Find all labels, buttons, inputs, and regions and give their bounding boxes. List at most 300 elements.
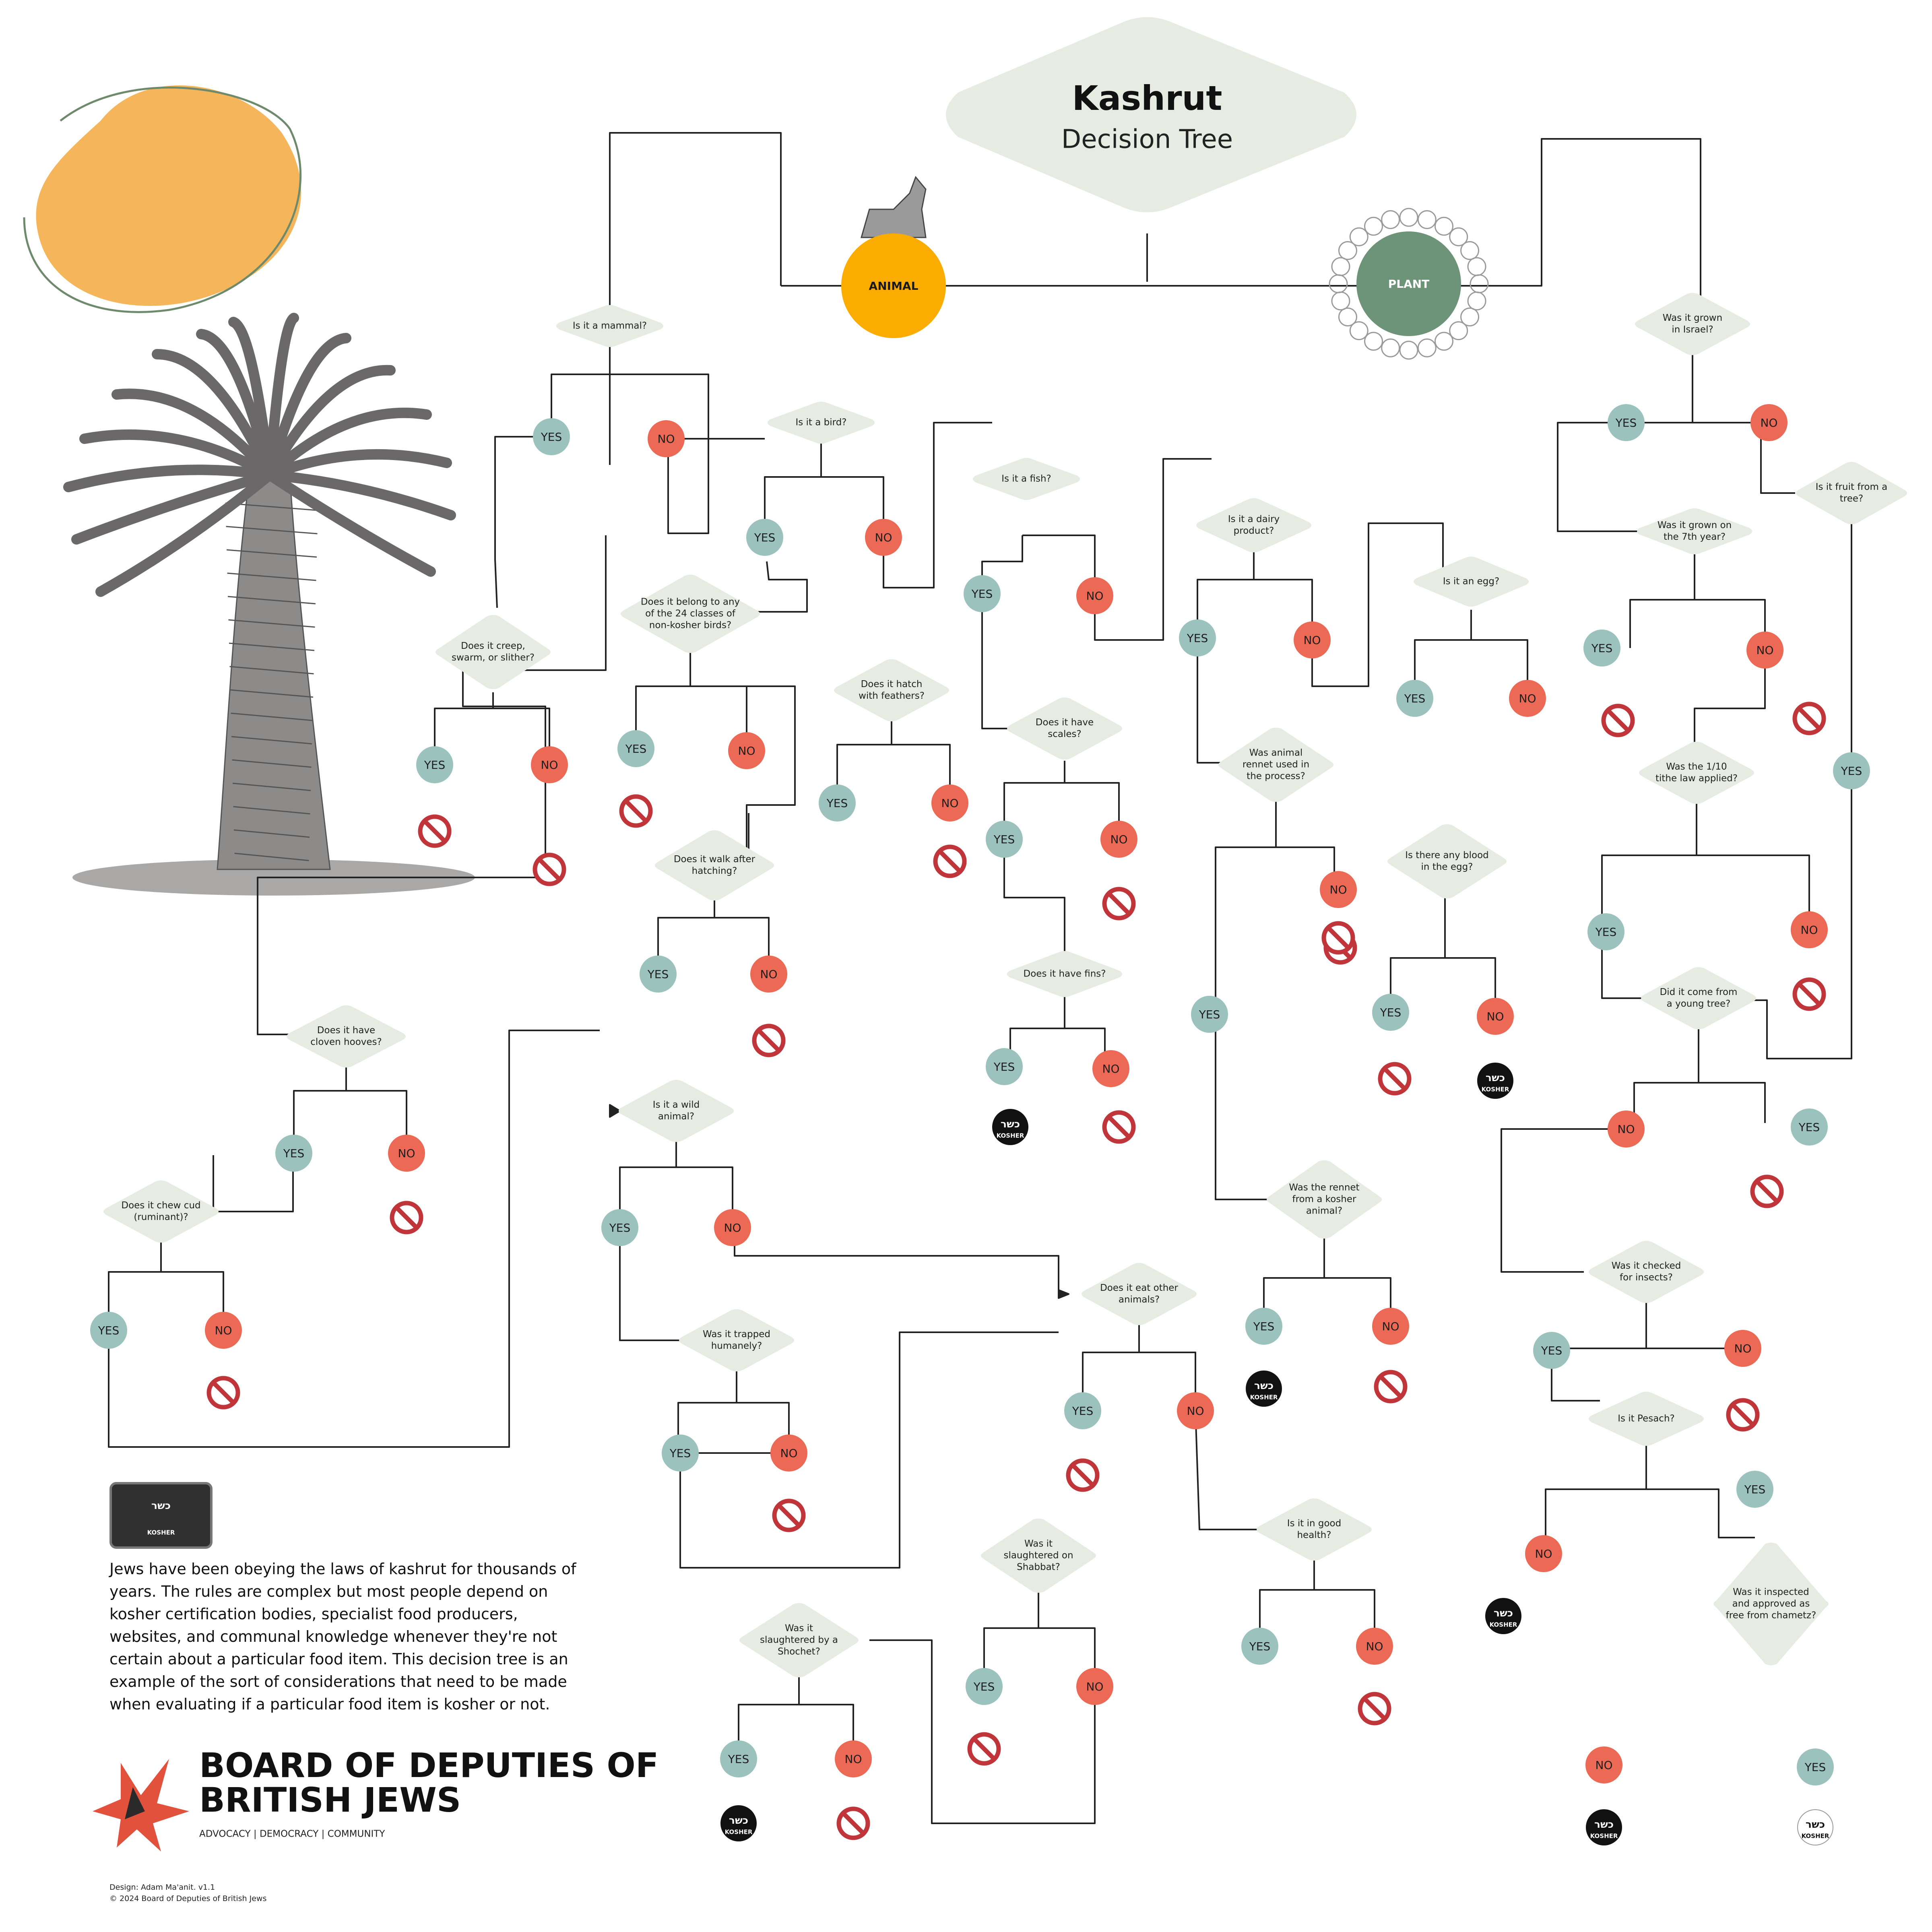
- floral-wreath-shape: [1332, 292, 1350, 310]
- description-line: Jews have been obeying the laws of kashrut for thousands of: [109, 1560, 576, 1578]
- answer-label: NO: [1102, 1062, 1120, 1075]
- answer-label: YES: [98, 1324, 120, 1337]
- answer-label: NO: [1382, 1320, 1399, 1333]
- kosher-badge-latin: KOSHER: [1250, 1393, 1278, 1401]
- floral-wreath-shape: [1461, 242, 1479, 260]
- answer-label: NO: [398, 1147, 415, 1160]
- question-label: animal?: [1306, 1205, 1343, 1216]
- floral-wreath-shape: [1339, 308, 1356, 326]
- animal-root-node: [841, 233, 946, 338]
- question-label: Is it fruit from a: [1815, 482, 1888, 492]
- kosher-badge-latin: KOSHER: [1489, 1621, 1517, 1629]
- credits: [109, 1882, 266, 1904]
- yes-node: [1736, 1471, 1773, 1508]
- question-label: Was the 1/10: [1666, 762, 1727, 772]
- question-label: slaughtered by a: [760, 1635, 838, 1645]
- answer-label: YES: [1187, 632, 1208, 645]
- yes-node: [601, 1209, 638, 1246]
- question-label: Shabbat?: [1017, 1562, 1060, 1573]
- q-hatch-feathers: [834, 659, 949, 721]
- diamond-shape: [1796, 462, 1907, 524]
- answer-label: YES: [1253, 1320, 1275, 1333]
- yes-node: [746, 519, 783, 556]
- answer-label: YES: [609, 1221, 631, 1234]
- no-node: [1177, 1392, 1214, 1429]
- description-line: example of the sort of considerations that need to be made: [109, 1673, 567, 1690]
- arrow-head-icon: [1059, 1290, 1069, 1298]
- no-node: [1525, 1535, 1562, 1572]
- q-cloven-hooves: [287, 1005, 406, 1067]
- floral-wreath-shape: [1468, 292, 1486, 310]
- board-of-deputies-logo: [93, 1746, 658, 1852]
- yes-node: [1791, 1108, 1828, 1146]
- question-label: Was animal: [1249, 747, 1303, 758]
- no-node: [1750, 404, 1788, 441]
- connector-line: [495, 348, 610, 608]
- connector-line: [435, 692, 549, 765]
- yes-node: [964, 575, 1001, 612]
- prohibited-icon: [420, 817, 449, 846]
- connector-line: [982, 535, 1095, 729]
- q-eat-other-animals: [1082, 1263, 1197, 1325]
- page-title: Kashrut: [1072, 78, 1222, 118]
- q-is-pesach: [1589, 1392, 1704, 1446]
- answer-label: NO: [941, 797, 959, 810]
- q-slaughtered-shochet: [739, 1603, 859, 1677]
- kosher-badge-icon: [1586, 1810, 1622, 1845]
- question-label: Was it checked: [1611, 1261, 1681, 1271]
- yes-node: [662, 1435, 699, 1472]
- question-label: Was it trapped: [703, 1329, 770, 1340]
- connector-line: [1513, 139, 1701, 298]
- floral-wreath-shape: [1468, 258, 1486, 275]
- q-has-scales: [1007, 698, 1122, 760]
- yes-node: [1583, 630, 1620, 667]
- prohibited-icon: [392, 1203, 421, 1232]
- kosher-badge-latin: KOSHER: [1481, 1086, 1509, 1093]
- answer-label: NO: [1756, 644, 1774, 657]
- floral-wreath-shape: [1470, 275, 1488, 293]
- description-line: years. The rules are complex but most people depend on: [109, 1583, 548, 1600]
- question-label: product?: [1233, 526, 1274, 536]
- answer-label: YES: [1541, 1344, 1563, 1357]
- q-fruit-from-tree: [1796, 462, 1907, 524]
- question-label: swarm, or slither?: [452, 652, 535, 663]
- connector-line: [620, 1127, 733, 1228]
- question-label: Does it creep,: [461, 641, 525, 651]
- question-label: with feathers?: [859, 691, 925, 701]
- yes-node: [1179, 619, 1216, 656]
- connector-line: [1083, 1314, 1272, 1530]
- yes-node: [1191, 996, 1228, 1033]
- question-label: Is there any blood: [1405, 850, 1489, 861]
- no-node: [931, 784, 968, 822]
- yes-node: [1372, 994, 1409, 1031]
- diamond-shape: [1635, 293, 1750, 355]
- no-node: [1294, 621, 1331, 658]
- kosher-badge-latin: KOSHER: [1801, 1832, 1829, 1840]
- prohibited-icon: [1728, 1400, 1757, 1429]
- question-label: and approved as: [1732, 1598, 1810, 1609]
- q-animal-rennet: [1218, 728, 1333, 802]
- question-label: Is it in good: [1287, 1518, 1342, 1529]
- diamond-shape: [436, 615, 551, 689]
- yes-node: [275, 1135, 312, 1172]
- answer-label: YES: [424, 758, 446, 772]
- answer-label: YES: [1841, 764, 1862, 778]
- question-label: Is it an egg?: [1443, 576, 1500, 587]
- question-label: Is it a wild: [652, 1100, 700, 1110]
- answer-label: NO: [1760, 416, 1778, 429]
- kosher-square-logo: [111, 1483, 211, 1548]
- floral-wreath-shape: [1332, 258, 1350, 275]
- description-line: websites, and communal knowledge whenever they're not: [109, 1628, 557, 1645]
- question-label: Does it eat other: [1100, 1283, 1178, 1293]
- palm-tree-illustration: [68, 318, 475, 896]
- yes-node: [1396, 680, 1433, 717]
- q-creep-swarm-slither: [436, 615, 551, 689]
- answer-label: NO: [1110, 833, 1128, 846]
- diamond-shape: [1387, 824, 1507, 898]
- yes-node: [1608, 404, 1645, 441]
- no-node: [1076, 577, 1113, 614]
- q-is-egg: [1414, 557, 1529, 607]
- yes-node: [986, 821, 1023, 858]
- prohibited-icon: [1068, 1461, 1097, 1490]
- kosher-badge-latin: KOSHER: [1590, 1832, 1618, 1840]
- no-node: [1100, 821, 1137, 858]
- q-is-bird: [768, 402, 875, 444]
- kosher-square-hebrew: כשר: [151, 1500, 171, 1511]
- no-node: [388, 1135, 425, 1172]
- answer-label: NO: [1519, 692, 1536, 705]
- yes-node: [90, 1312, 127, 1349]
- kosher-badge-hebrew: כשר: [1485, 1072, 1505, 1084]
- answer-label: NO: [760, 968, 778, 981]
- q-is-mammal: [556, 305, 663, 347]
- question-label: scales?: [1048, 729, 1082, 739]
- answer-label: NO: [1617, 1123, 1635, 1136]
- answer-label: YES: [283, 1147, 305, 1160]
- question-label: Is it a bird?: [795, 417, 847, 428]
- answer-label: NO: [1366, 1640, 1383, 1653]
- answer-label: NO: [844, 1752, 862, 1766]
- yes-node: [1533, 1332, 1570, 1369]
- kosher-badge-icon: [1246, 1371, 1282, 1406]
- no-node: [835, 1740, 872, 1777]
- diamond-shape: [834, 659, 949, 721]
- kosher-badge-hebrew: כשר: [1805, 1818, 1825, 1830]
- connector-line: [1558, 354, 1795, 531]
- kosher-badge-latin: KOSHER: [724, 1828, 753, 1836]
- floral-wreath-shape: [1435, 332, 1453, 350]
- question-label: from a kosher: [1292, 1194, 1356, 1205]
- question-label: health?: [1297, 1530, 1331, 1540]
- answer-label: NO: [1800, 923, 1818, 937]
- palm-frond-shape: [76, 475, 270, 539]
- yes-node: [533, 418, 570, 455]
- prohibited-icon: [1604, 706, 1633, 735]
- answer-label: NO: [738, 744, 755, 758]
- q-tithe-law: [1639, 742, 1754, 804]
- q-chew-cud: [103, 1181, 219, 1243]
- ibex-illustration: [861, 177, 926, 237]
- no-node: [1746, 632, 1783, 669]
- answer-label: NO: [1303, 634, 1321, 647]
- question-label: Was it grown on: [1657, 520, 1732, 530]
- q-free-from-chametz: [1713, 1543, 1829, 1665]
- yes-node: [966, 1668, 1003, 1705]
- diamond-shape: [1639, 742, 1754, 804]
- answer-label: NO: [1329, 883, 1347, 896]
- no-node: [1791, 911, 1828, 948]
- question-label: for insects?: [1620, 1272, 1673, 1283]
- answer-label: YES: [1380, 1006, 1402, 1019]
- answer-label: NO: [1086, 1680, 1104, 1693]
- no-node: [1477, 998, 1514, 1035]
- question-label: slaughtered on: [1003, 1550, 1073, 1561]
- floral-wreath-shape: [1365, 217, 1383, 235]
- description-text: [109, 1558, 625, 1715]
- no-node: [531, 746, 568, 783]
- question-label: Was it inspected: [1733, 1587, 1809, 1598]
- answer-label: YES: [625, 742, 647, 755]
- diamond-shape: [1641, 967, 1756, 1029]
- yes-node: [1241, 1628, 1278, 1665]
- answer-label: NO: [1535, 1547, 1552, 1560]
- plant-label: PLANT: [1388, 277, 1430, 291]
- answer-label: YES: [973, 1680, 995, 1693]
- diamond-shape: [103, 1181, 219, 1243]
- answer-label: YES: [826, 797, 848, 810]
- question-label: in Israel?: [1672, 324, 1713, 335]
- connector-line: [1260, 1546, 1375, 1646]
- answer-label: YES: [1072, 1404, 1094, 1418]
- description-line: kosher certification bodies, specialist food producers,: [109, 1605, 518, 1623]
- prohibited-icon: [1324, 923, 1353, 952]
- sun-blob-shape: [36, 85, 301, 306]
- q-has-fins: [1007, 951, 1122, 997]
- diamond-shape: [1637, 508, 1752, 554]
- prohibited-icon: [1795, 704, 1824, 733]
- question-label: non-kosher birds?: [649, 620, 732, 631]
- prohibited-icon: [839, 1809, 868, 1838]
- kosher-badge-icon: [1478, 1063, 1513, 1098]
- q-slaughtered-shabbat: [981, 1519, 1096, 1593]
- no-node: [1724, 1330, 1761, 1367]
- answer-label: YES: [754, 531, 776, 544]
- prohibited-icon: [935, 847, 964, 876]
- answer-label: YES: [1591, 642, 1613, 655]
- question-label: humanely?: [711, 1341, 762, 1351]
- answer-label: NO: [541, 758, 558, 772]
- answer-label: YES: [1798, 1121, 1820, 1134]
- answer-label: NO: [875, 531, 892, 544]
- description-line: when evaluating if a particular food item is kosher or not.: [109, 1695, 550, 1713]
- question-label: cloven hooves?: [310, 1037, 382, 1047]
- question-label: rennet used in: [1242, 759, 1310, 770]
- diamond-shape: [1257, 1499, 1372, 1560]
- prohibited-icon: [754, 1026, 783, 1055]
- no-node: [205, 1312, 242, 1349]
- question-label: tree?: [1839, 493, 1864, 504]
- question-label: Is it a mammal?: [572, 320, 647, 331]
- answer-label: YES: [993, 1060, 1015, 1073]
- yes-node: [1833, 752, 1870, 789]
- no-node: [1092, 1050, 1129, 1087]
- logo-line1: BOARD OF DEPUTIES OF: [199, 1745, 659, 1785]
- question-label: Does it belong to any: [640, 597, 740, 607]
- answer-label: NO: [1086, 589, 1104, 603]
- question-label: Is it Pesach?: [1618, 1413, 1675, 1424]
- prohibited-icon: [1104, 1113, 1133, 1141]
- floral-wreath-shape: [1329, 275, 1347, 293]
- yes-node: [720, 1740, 757, 1777]
- no-node: [1372, 1308, 1409, 1345]
- no-node: [1608, 1110, 1645, 1148]
- no-node: [1320, 871, 1357, 908]
- prohibited-icon: [1380, 1064, 1409, 1093]
- no-node: [728, 732, 765, 769]
- yes-node: [1797, 1748, 1834, 1785]
- question-label: Did it come from: [1660, 987, 1738, 997]
- question-label: Is it a fish?: [1001, 473, 1051, 484]
- kosher-badge-hebrew: כשר: [729, 1814, 749, 1826]
- kosher-square-latin: KOSHER: [147, 1529, 175, 1536]
- connector-line: [765, 423, 992, 588]
- credits-copyright: © 2024 Board of Deputies of British Jews: [109, 1894, 267, 1903]
- yes-node: [416, 746, 453, 783]
- answer-label: NO: [1595, 1759, 1613, 1772]
- kosher-badge-hebrew: כשר: [1254, 1380, 1274, 1391]
- answer-label: YES: [1199, 1008, 1220, 1021]
- no-node: [1509, 680, 1546, 717]
- connector-line: [1264, 1236, 1391, 1326]
- floral-wreath-shape: [1382, 211, 1399, 229]
- no-node: [750, 956, 787, 993]
- no-node: [865, 519, 902, 556]
- prohibited-icon: [209, 1378, 238, 1407]
- q-young-tree: [1641, 967, 1756, 1029]
- yes-node: [617, 730, 654, 767]
- diamond-shape: [1196, 498, 1311, 552]
- question-label: Was it grown: [1662, 313, 1723, 323]
- connector-line: [1634, 1018, 1765, 1123]
- answer-label: YES: [993, 833, 1015, 846]
- question-label: the 7th year?: [1663, 532, 1726, 542]
- q-checked-insects: [1589, 1241, 1704, 1303]
- question-label: animal?: [658, 1111, 695, 1122]
- q-grown-in-israel: [1635, 293, 1750, 355]
- yes-node: [819, 784, 856, 822]
- no-node: [1585, 1746, 1622, 1783]
- diamond-shape: [1082, 1263, 1197, 1325]
- kosher-badge-icon: [993, 1109, 1028, 1145]
- q-walk-after-hatching: [655, 830, 774, 900]
- prohibited-icon: [1752, 1177, 1781, 1206]
- question-label: Was the rennet: [1289, 1182, 1360, 1193]
- question-label: Does it chew cud: [121, 1200, 201, 1211]
- answer-label: YES: [669, 1447, 691, 1460]
- prohibited-icon: [970, 1734, 999, 1763]
- answer-label: YES: [1249, 1640, 1271, 1653]
- q-good-health: [1257, 1499, 1372, 1560]
- floral-wreath-shape: [1418, 211, 1436, 229]
- diamond-shape: [1589, 1241, 1704, 1303]
- plant-root-node: [1329, 208, 1488, 359]
- question-label: Was it: [1024, 1538, 1053, 1549]
- question-label: Does it have: [317, 1025, 376, 1036]
- diamond-shape: [679, 1309, 794, 1371]
- prohibited-icon: [1360, 1694, 1389, 1723]
- answer-label: YES: [1744, 1483, 1766, 1496]
- question-label: (ruminant)?: [134, 1212, 188, 1222]
- q-blood-in-egg: [1387, 824, 1507, 898]
- description-line: certain about a particular food item. This decision tree is an: [109, 1650, 568, 1668]
- question-label: Shochet?: [778, 1646, 820, 1657]
- q-rennet-kosher-animal: [1267, 1160, 1382, 1238]
- kosher-badge-hebrew: כשר: [1594, 1818, 1614, 1830]
- answer-label: NO: [1486, 1010, 1504, 1023]
- logo-line2: BRITISH JEWS: [199, 1780, 461, 1820]
- question-label: Does it walk after: [673, 854, 755, 865]
- connector-line: [735, 1228, 1059, 1294]
- question-label: Does it have: [1035, 717, 1094, 728]
- floral-wreath-shape: [1418, 339, 1436, 357]
- kosher-badge-icon: [721, 1806, 756, 1841]
- diamond-shape: [619, 1080, 734, 1142]
- question-label: Does it hatch: [861, 679, 923, 689]
- question-label: in the egg?: [1421, 862, 1473, 872]
- floral-wreath-shape: [1400, 208, 1418, 226]
- answer-label: YES: [1615, 416, 1637, 429]
- kosher-square-shape: [111, 1483, 211, 1548]
- answer-label: NO: [724, 1221, 741, 1234]
- prohibited-icon: [535, 855, 564, 884]
- kosher-badge-hebrew: כשר: [1493, 1607, 1513, 1619]
- no-node: [714, 1209, 751, 1246]
- kosher-badge-icon: [1486, 1598, 1521, 1634]
- connector-line: [739, 1668, 853, 1759]
- answer-label: YES: [728, 1752, 749, 1766]
- animal-label: ANIMAL: [869, 279, 919, 293]
- q-trapped-humanely: [679, 1309, 794, 1371]
- answer-label: NO: [780, 1447, 798, 1460]
- credits-design: Design: Adam Ma'anit. v1.1: [109, 1883, 215, 1892]
- connector-line: [509, 1030, 600, 1111]
- connector-line: [109, 1030, 600, 1447]
- answer-label: YES: [647, 968, 669, 981]
- no-node: [1076, 1668, 1113, 1705]
- q-24-classes: [621, 575, 760, 653]
- connector-line: [1216, 801, 1334, 1199]
- floral-wreath-shape: [1400, 341, 1418, 359]
- logo-tagline: ADVOCACY | DEMOCRACY | COMMUNITY: [199, 1829, 385, 1839]
- no-node: [648, 420, 685, 457]
- connector-line: [1004, 761, 1119, 952]
- yes-node: [1587, 913, 1624, 950]
- answer-label: NO: [1734, 1342, 1752, 1355]
- question-label: a young tree?: [1666, 999, 1731, 1009]
- diamond-shape: [655, 830, 774, 900]
- question-label: hatching?: [691, 866, 737, 876]
- yes-node: [1064, 1392, 1101, 1429]
- connector-line: [1415, 610, 1527, 698]
- answer-label: YES: [541, 430, 562, 444]
- diamond-shape: [1007, 698, 1122, 760]
- q-is-fish: [973, 458, 1080, 500]
- kosher-badge-hebrew: כשר: [1000, 1118, 1020, 1130]
